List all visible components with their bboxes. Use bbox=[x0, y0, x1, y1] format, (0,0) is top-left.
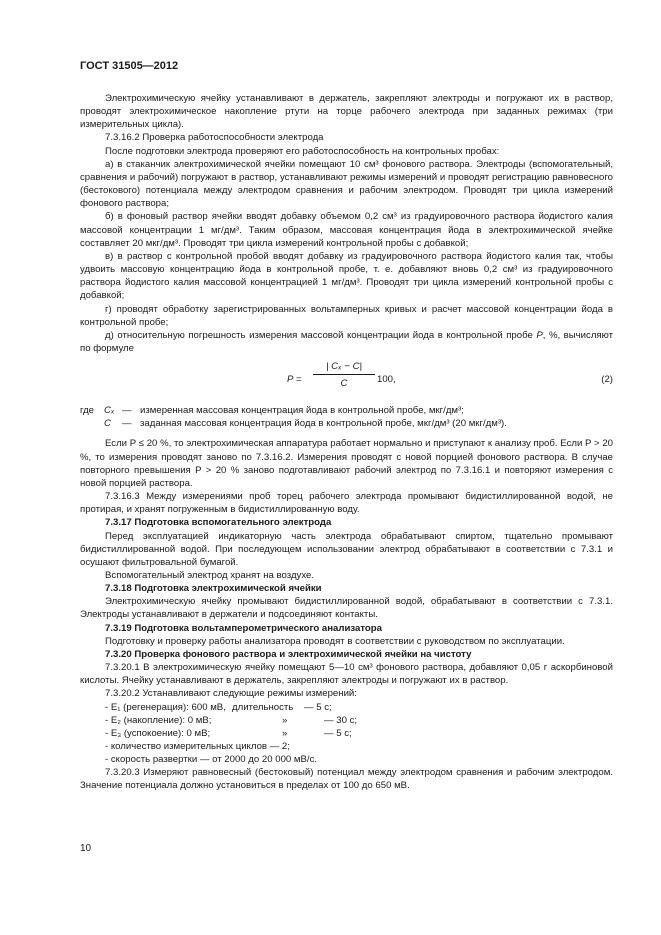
definition-text-c: заданная массовая концентрация йода в контрольной пробе, мкг/дм³ (20 мкг/дм³). bbox=[140, 418, 507, 430]
paragraph-aux-electrode: Перед эксплуатацией индикаторную часть электрода обрабатывают спиртом, тщательно промывают бидистиллированной водой. При последующем использовании электрод обрабатывают в соответствии с 7.3.1 и осушают фильтровальной бумагой. bbox=[80, 530, 613, 568]
paragraph-analyzer-prep: Подготовку и проверку работы анализатора проводят в соответствии с руководством по эксплуатации. bbox=[105, 635, 565, 647]
definition-dash: — bbox=[122, 418, 132, 430]
formula-fraction bbox=[313, 360, 375, 390]
paragraph-cell-install: Электрохимическую ячейку устанавливают в держатель, закрепляют электроды и погружают их в раствор, проводят электрохимическое накопление ртути на торце рабочего электрода при заданных режимах (три измерительных цикла). bbox=[80, 93, 613, 131]
list-item-d-text: д) относительную погрешность измерения массовой концентрации йода в контрольной пробе bbox=[105, 329, 537, 341]
list-item-v: в) в раствор с контрольной пробой вводят добавку из градуировочного раствора йодистого калия так, чтобы удвоить массовую концентрацию йода в контрольной пробе, т. е. добавляют вновь 0,2 см³ из градуировочного раствора йодистого калия массовой концентрацией 1 мг/дм³. Проводят три цикла измерений контрольной пробы с добавкой; bbox=[80, 250, 613, 302]
mode-duration: — 5 с; bbox=[324, 727, 352, 739]
definition-symbol-c: C bbox=[104, 418, 111, 430]
document-header: ГОСТ 31505—2012 bbox=[80, 60, 179, 72]
list-item-d bbox=[80, 329, 613, 355]
mode-duration: — 5 с; bbox=[304, 701, 332, 713]
mode-mid: » bbox=[282, 727, 288, 739]
formula-lhs: P bbox=[287, 374, 294, 386]
list-item-a: а) в стаканчик электрохимической ячейки помещают 10 см³ фонового раствора. Электроды (вспомогательный, сравнения и рабочий) погружают в раствор, устанавливают режимы измерений и проводят регистрацию равновесного (бестокового) потенциала между электродом сравнения и рабочим электродом. Проводят три цикла измерений фонового раствора; bbox=[80, 158, 613, 210]
list-item-g: г) проводят обработку зарегистрированных вольтамперных кривых и расчет массовой концентрации йода в контрольной пробе; bbox=[80, 303, 613, 328]
mode-mid: длительность bbox=[232, 701, 294, 713]
paragraph-cell-prep: Электрохимическую ячейку промывают бидистиллированной водой, обрабатывают в соответствии с 7.3.1. Электроды устанавливают в держатели и подсоединяют контакты. bbox=[80, 596, 613, 621]
fraction-bar bbox=[313, 374, 375, 375]
section-7-3-16-3: 7.3.16.3 Между измерениями проб торец рабочего электрода промывают бидистиллированной водой, не протирая, и хранят погруженным в бидистиллированную воду. bbox=[80, 491, 613, 516]
formula-multiplier: 100, bbox=[377, 374, 396, 386]
mode-label: - E₂ (накопление): 0 мВ; bbox=[105, 714, 212, 726]
section-7-3-20-3: 7.3.20.3 Измеряют равновесный (бестоковый) потенциал между электродом сравнения и рабочим электродом. Значение потенциала должно установиться в пределах от 100 до 650 мВ. bbox=[80, 767, 613, 792]
section-7-3-20-1: 7.3.20.1 В электрохимическую ячейку помещают 5—10 см³ фонового раствора, добавляют 0,05 г аскорбиновой кислоты. Ячейку устанавливают в держатель, закрепляют электроды и погружают их в раствор. bbox=[80, 662, 613, 687]
heading-7-3-17: 7.3.17 Подготовка вспомогательного электрода bbox=[105, 517, 332, 529]
symbol-p: P bbox=[536, 329, 543, 341]
heading-7-3-19: 7.3.19 Подготовка вольтамперометрического анализатора bbox=[105, 622, 382, 634]
mode-e2 bbox=[80, 714, 613, 727]
heading-7-3-18: 7.3.18 Подготовка электрохимической ячейки bbox=[105, 583, 322, 595]
definition-cx bbox=[80, 404, 613, 417]
heading-7-3-20: 7.3.20 Проверка фонового раствора и электрохимической ячейки на чистоту bbox=[105, 648, 472, 660]
formula-numerator: | Cₓ − C| bbox=[325, 361, 363, 373]
mode-scan-rate: - скорость развертки — от 2000 до 20 000 мВ/с. bbox=[105, 754, 318, 766]
mode-cycles: - количество измерительных циклов — 2; bbox=[105, 740, 290, 752]
formula-denominator: C bbox=[340, 378, 348, 390]
definition-c bbox=[80, 417, 613, 430]
mode-duration: — 30 с; bbox=[324, 714, 358, 726]
definition-dash: — bbox=[122, 405, 132, 417]
definition-text-cx: измеренная массовая концентрация йода в контрольной пробе, мкг/дм³; bbox=[140, 405, 464, 417]
page-number: 10 bbox=[80, 843, 92, 854]
list-item-b: б) в фоновый раствор ячейки вводят добавку объемом 0,2 см³ из градуировочного раствора йодистого калия массовой концентрации 1 мг/дм³. Таким образом, массовая концентрация йода в электрохимической ячейке составляет 20 мкг/дм³. Проводят три цикла измерений контрольной пробы с добавкой; bbox=[80, 211, 613, 249]
paragraph-p-check: Если P ≤ 20 %, то электрохимическая аппаратура работает нормально и приступают к анализу проб. Если P > 20 %, то измерения проводят заново по 7.3.16.2. Измерения проводят с новой порцией фонового раствора. В случае повторного превышения P > 20 % заново подготавливают рабочий электрод по 7.3.16.1 и повторяют измерения с новой порцией раствора. bbox=[80, 438, 613, 489]
list-item-d-tail: , %, вычисляют по формуле bbox=[80, 329, 613, 354]
mode-label: - E₃ (успокоение): 0 мВ; bbox=[105, 727, 211, 739]
spacer bbox=[80, 430, 613, 437]
paragraph-check-intro: После подготовки электрода проверяют его работоспособность на контрольных пробах: bbox=[105, 145, 500, 157]
document-body bbox=[80, 92, 613, 793]
mode-mid: » bbox=[282, 714, 288, 726]
definition-symbol-cx: Cₓ bbox=[104, 405, 115, 417]
section-7-3-20-2: 7.3.20.2 Устанавливают следующие режимы измерений: bbox=[105, 688, 357, 700]
mode-e3 bbox=[80, 727, 613, 740]
formula-2 bbox=[80, 360, 613, 400]
section-7-3-16-2: 7.3.16.2 Проверка работоспособности электрода bbox=[105, 132, 324, 144]
mode-e1 bbox=[80, 701, 613, 714]
formula-equals: = bbox=[296, 374, 302, 386]
definition-prefix: где bbox=[80, 405, 95, 417]
mode-label: - E₁ (регенерация): 600 мВ, bbox=[105, 701, 226, 713]
paragraph-aux-storage: Вспомогательный электрод хранят на воздухе. bbox=[105, 569, 315, 581]
formula-number: (2) bbox=[601, 374, 613, 386]
